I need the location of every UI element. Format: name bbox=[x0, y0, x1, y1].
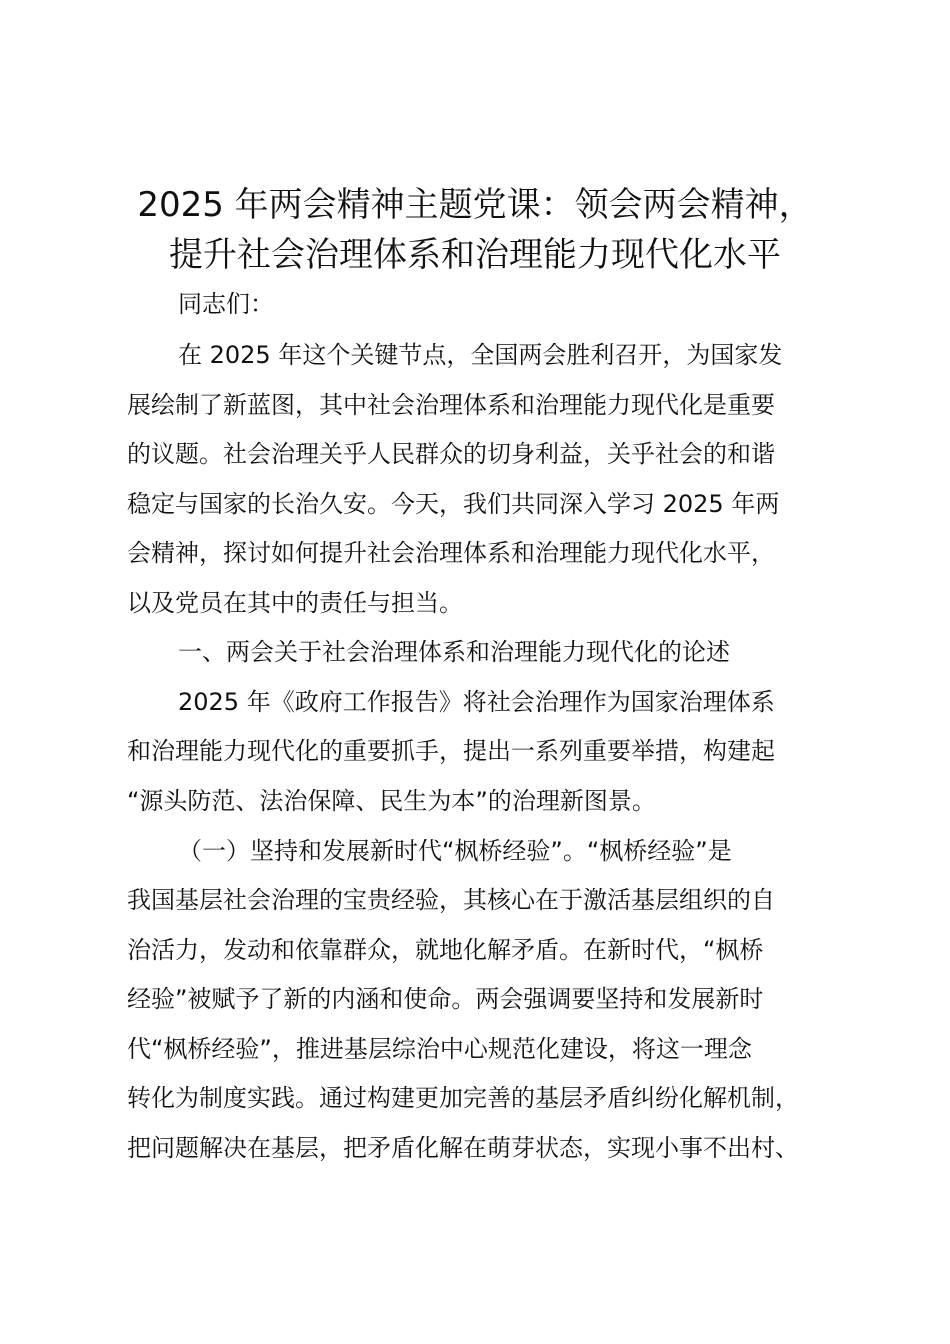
section-paragraph-line: 2025 年《政府工作报告》将社会治理作为国家治理体系 bbox=[178, 688, 775, 716]
subsection-paragraph-line: 我国基层社会治理的宝贵经验，其核心在于激活基层组织的自 bbox=[127, 886, 775, 914]
intro-line: 在 2025 年这个关键节点，全国两会胜利召开，为国家发 bbox=[178, 341, 783, 369]
intro-line: 会精神，探讨如何提升社会治理体系和治理能力现代化水平， bbox=[127, 539, 775, 567]
intro-line: 展绘制了新蓝图，其中社会治理体系和治理能力现代化是重要 bbox=[127, 391, 775, 419]
subsection-paragraph-line: 经验”被赋予了新的内涵和使命。两会强调要坚持和发展新时 bbox=[127, 985, 764, 1013]
section-paragraph-line: 和治理能力现代化的重要抓手，提出一系列重要举措，构建起 bbox=[127, 737, 775, 765]
greeting: 同志们： bbox=[178, 290, 274, 318]
subsection-paragraph-line: （一）坚持和发展新时代“枫桥经验”。“枫桥经验”是 bbox=[178, 837, 732, 865]
subsection-paragraph-line: 治活力，发动和依靠群众，就地化解矛盾。在新时代，“枫桥 bbox=[127, 936, 764, 964]
subsection-paragraph-line: 把问题解决在基层，把矛盾化解在萌芽状态，实现小事不出村、 bbox=[127, 1134, 799, 1162]
subsection-paragraph-line: 转化为制度实践。通过构建更加完善的基层矛盾纠纷化解机制， bbox=[127, 1084, 799, 1112]
document-title-line-1: 2025 年两会精神主题党课：领会两会精神， bbox=[137, 185, 813, 225]
subsection-paragraph-line: 代“枫桥经验”，推进基层综治中心规范化建设，将这一理念 bbox=[127, 1035, 752, 1063]
section-paragraph-line: “源头防范、法治保障、民生为本”的治理新图景。 bbox=[127, 787, 656, 815]
intro-line: 以及党员在其中的责任与担当。 bbox=[127, 589, 463, 617]
intro-line: 稳定与国家的长治久安。今天，我们共同深入学习 2025 年两 bbox=[127, 490, 780, 518]
document-title-line-2: 提升社会治理体系和治理能力现代化水平 bbox=[169, 235, 781, 275]
intro-line: 的议题。社会治理关乎人民群众的切身利益，关乎社会的和谐 bbox=[127, 440, 775, 468]
section-heading: 一、两会关于社会治理体系和治理能力现代化的论述 bbox=[178, 638, 730, 666]
